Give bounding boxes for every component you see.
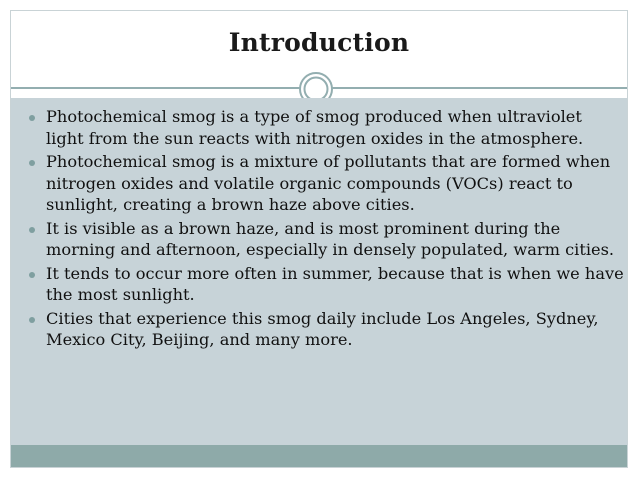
slide-title: Introduction [228, 28, 410, 57]
bullet-dot-icon [29, 115, 35, 121]
bullet-item [14, 218, 624, 261]
bullet-dot-icon [29, 160, 35, 166]
bullet-dot-icon [29, 272, 35, 278]
bullet-text: Cities that experience this smog daily include Los Angeles, Sydney, Mexico City, Beijing, and many more. [46, 308, 599, 349]
bullet-dot-icon [29, 317, 35, 323]
bullet-item [14, 106, 624, 149]
bullet-text: Photochemical smog is a type of smog produced when ultraviolet light from the sun reacts with nitrogen oxides in the atmosphere. [46, 107, 584, 148]
bullet-item [14, 151, 624, 216]
bullet-text: It is visible as a brown haze, and is most prominent during the morning and afternoon, especially in densely populated, warm cities. [46, 218, 615, 259]
bullet-item [14, 308, 624, 351]
bullet-item [14, 263, 624, 306]
bullet-text: It tends to occur more often in summer, because that is when we have the most sunlight. [46, 263, 624, 304]
footer-band [11, 445, 627, 467]
bullet-dot-icon [29, 227, 35, 233]
bullet-text: Photochemical smog is a mixture of pollutants that are formed when nitrogen oxides and volatile organic compounds (VOCs) react to sunlight, creating a brown haze above cities. [46, 152, 611, 214]
bullet-list [14, 106, 624, 353]
